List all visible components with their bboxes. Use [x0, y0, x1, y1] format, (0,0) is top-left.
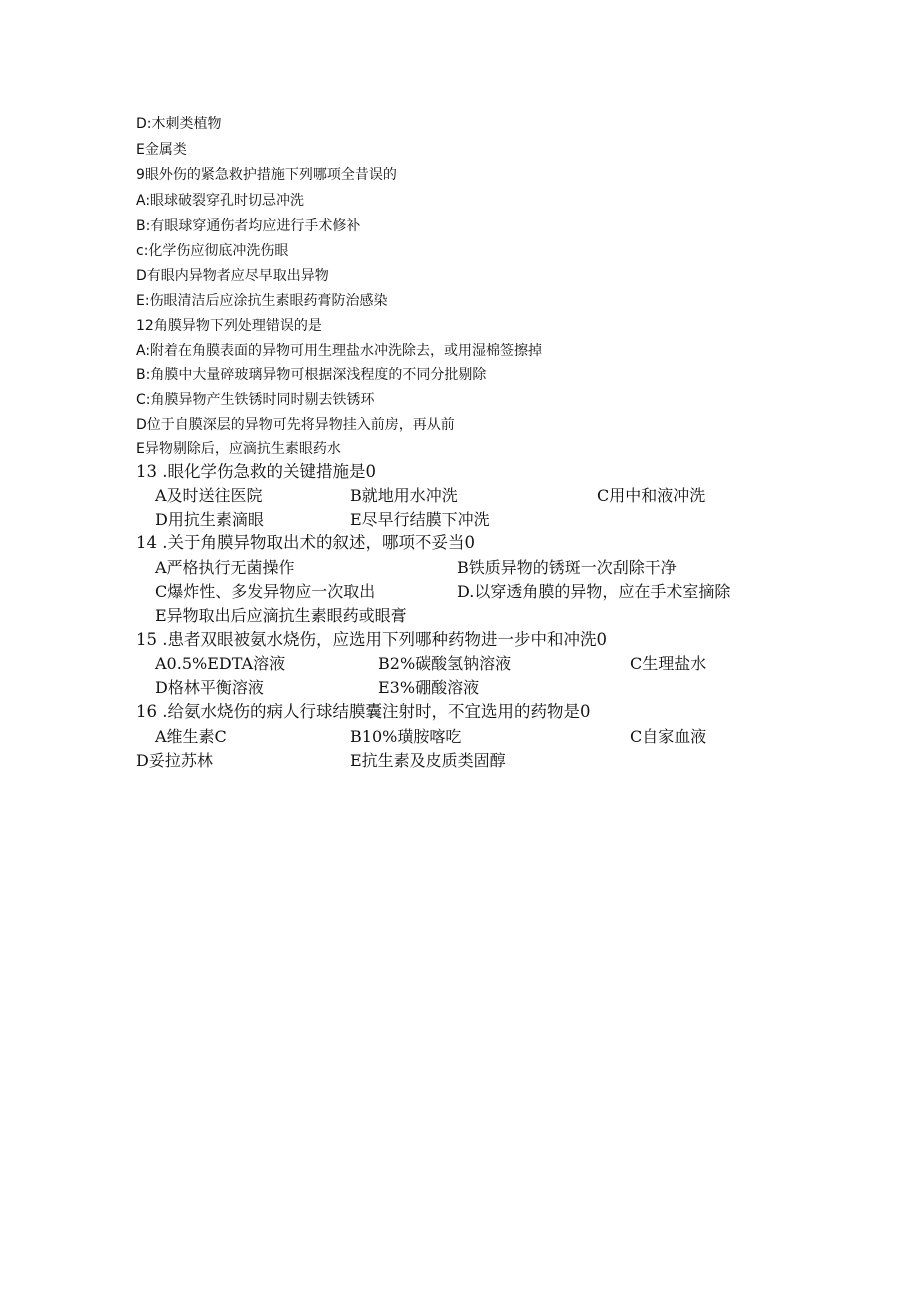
q8-option-e: E金属类	[136, 142, 187, 158]
q14-option-d: D.以穿透角膜的异物，应在手术室摘除	[457, 582, 731, 601]
q13-option-a: A及时送往医院	[155, 486, 263, 505]
q15-option-b: B2%碳酸氢钠溶液	[378, 654, 512, 673]
q14-option-c: C爆炸性、多发异物应一次取出	[155, 582, 376, 601]
q9-stem: 9眼外伤的紧急救护措施下列哪项全昔误的	[136, 167, 397, 183]
q13-option-b: B就地用水冲洗	[350, 486, 458, 505]
q9-option-e: E:伤眼清洁后应涂抗生素眼药膏防治感染	[136, 293, 388, 309]
q15-stem: 15 .患者双眼被氨水烧伤，应选用下列哪种药物进一步中和冲洗0	[136, 630, 607, 649]
q12-option-c: C:角膜异物产生铁锈时同时剔去铁锈环	[136, 392, 375, 408]
q9-option-a: A:眼球破裂穿孔时切忌冲洗	[136, 193, 305, 209]
q15-option-e: E3%硼酸溶液	[378, 678, 480, 697]
q13-option-c: C用中和液冲洗	[597, 486, 706, 505]
q14-option-a: A严格执行无菌操作	[155, 558, 295, 577]
q13-option-d: D用抗生素滴眼	[155, 510, 264, 529]
q16-stem: 16 .给氨水烧伤的病人行球结膜囊注射时，不宜选用的药物是0	[136, 702, 591, 721]
q14-option-b: B铁质异物的锈斑一次刮除干净	[457, 558, 677, 577]
q13-stem: 13 .眼化学伤急救的关键措施是0	[136, 462, 376, 481]
q13-option-e: E尽早行结膜下冲洗	[350, 510, 490, 529]
q12-option-a: A:附着在角膜表面的异物可用生理盐水冲洗除去，或用湿棉签擦掉	[136, 343, 543, 359]
q14-stem: 14 .关于角膜异物取出术的叙述，哪项不妥当0	[136, 533, 475, 552]
q16-option-e: E抗生素及皮质类固醇	[350, 751, 506, 770]
q15-option-a: A0.5%EDTA溶液	[155, 654, 286, 673]
q12-option-e: E异物剔除后，应滴抗生素眼药水	[136, 441, 341, 457]
q16-option-d: D妥拉苏林	[136, 751, 213, 770]
q8-option-d: D:木刺类植物	[136, 116, 222, 132]
q15-option-d: D格林平衡溶液	[155, 678, 264, 697]
q16-option-a: A维生素C	[155, 727, 227, 746]
q12-option-b: B:角膜中大量碎玻璃异物可根据深浅程度的不同分批剔除	[136, 367, 487, 383]
q9-option-d: D有眼内异物者应尽早取出异物	[136, 268, 329, 284]
q12-stem: 12角膜异物下列处理错误的是	[136, 318, 322, 334]
q9-option-c: c:化学伤应彻底冲洗伤眼	[136, 243, 289, 259]
q16-option-b: B10%璜胺喀吃	[350, 727, 462, 746]
q15-option-c: C生理盐水	[630, 654, 707, 673]
q16-option-c: C自家血液	[630, 727, 707, 746]
q12-option-d: D位于自膜深层的异物可先将异物挂入前房，再从前	[136, 417, 455, 433]
q9-option-b: B:有眼球穿通伤者均应进行手术修补	[136, 218, 361, 234]
q14-option-e: E异物取出后应滴抗生素眼药或眼膏	[155, 606, 407, 625]
